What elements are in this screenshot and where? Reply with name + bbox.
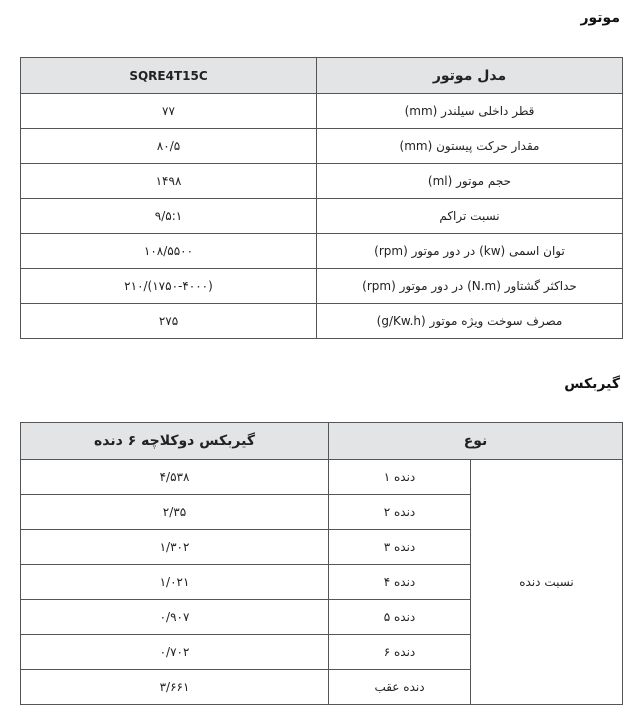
gearbox-spec-table [20,422,623,705]
gear-ratio-value: ۲/۳۵ [21,495,329,530]
table-row [21,460,623,495]
spec-value: ۲۱۰/(۱۷۵۰-۴۰۰۰) [21,269,317,304]
gear-ratio-group-label: نسبت دنده [471,460,623,705]
spec-value: ۹/۵:۱ [21,199,317,234]
spec-label: توان اسمی (kw) در دور موتور (rpm) [317,234,623,269]
spec-label: قطر داخلی سیلندر (mm) [317,94,623,129]
gear-label: دنده ۴ [329,565,471,600]
spec-label: مقدار حرکت پیستون (mm) [317,129,623,164]
gear-ratio-value: ۰/۹۰۷ [21,600,329,635]
gear-label: دنده ۳ [329,530,471,565]
gear-label: دنده ۶ [329,635,471,670]
engine-model-value: SQRE4T15C [21,58,317,94]
spec-label: حداکثر گشتاور (N.m) در دور موتور (rpm) [317,269,623,304]
gear-label: دنده ۲ [329,495,471,530]
spec-value: ۸۰/۵ [21,129,317,164]
spec-value: ۷۷ [21,94,317,129]
spec-value: ۱۰۸/۵۵۰۰ [21,234,317,269]
gear-label: دنده عقب [329,670,471,705]
table-row [21,94,623,129]
engine-spec-table [20,57,623,339]
spec-label: نسبت تراکم [317,199,623,234]
table-row [21,234,623,269]
engine-model-label: مدل موتور [317,58,623,94]
engine-header-row [21,58,623,94]
gear-ratio-value: ۱/۳۰۲ [21,530,329,565]
gear-ratio-value: ۱/۰۲۱ [21,565,329,600]
table-row [21,269,623,304]
gearbox-section-title: گیربکس [564,376,620,392]
gear-ratio-value: ۴/۵۳۸ [21,460,329,495]
gear-ratio-value: ۳/۶۶۱ [21,670,329,705]
table-row [21,129,623,164]
spec-value: ۱۴۹۸ [21,164,317,199]
spec-value: ۲۷۵ [21,304,317,339]
gearbox-type-value: گیربکس دوکلاچه ۶ دنده [21,423,329,460]
spec-label: حجم موتور (ml) [317,164,623,199]
gearbox-type-label: نوع [329,423,623,460]
spec-label: مصرف سوخت ویژه موتور (g/Kw.h) [317,304,623,339]
gearbox-header-row [21,423,623,460]
table-row [21,199,623,234]
engine-section-title: موتور [580,10,620,26]
gear-label: دنده ۱ [329,460,471,495]
table-row [21,304,623,339]
table-row [21,164,623,199]
gear-label: دنده ۵ [329,600,471,635]
gear-ratio-value: ۰/۷۰۲ [21,635,329,670]
